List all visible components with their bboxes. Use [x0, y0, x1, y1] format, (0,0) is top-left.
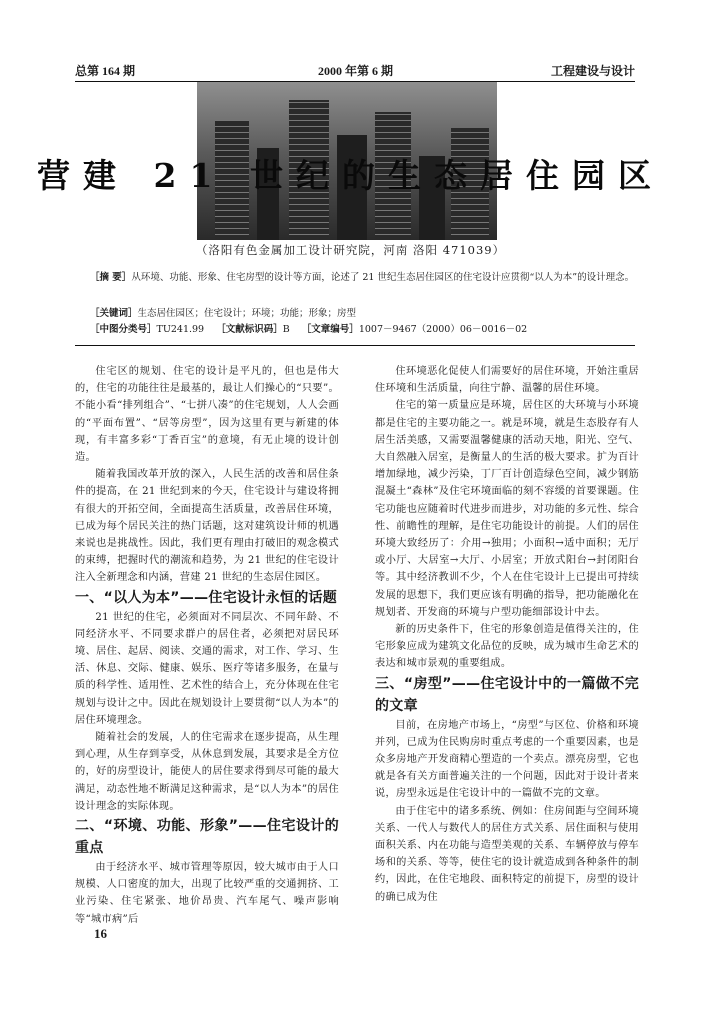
running-header	[75, 60, 635, 82]
paragraph: 住宅的第一质量应是环境，居住区的大环境与小环境都是住宅的主要功能之一。就是环境，就是生态股存有人居生活美感，又需要温馨健康的活动天地，阳光、空气、大自然融入居室，是衡量人的生活的极大要求。扩为百计增加绿地，减少污染，丁厂百计创造绿色空间，减少钢筋混凝土“森林”及住宅环境面临的刻不容缓的首要课题。住宅功能也应随着时代进步而进步，对功能的多元性、综合性、前瞻性的理解，是住宅功能设计的前提。人们的居住环境大致经历了：介用→独用；小面积→适中面积；无厅或小厅、大居室→大厅、小居室；开放式阳台→封闭阳台等。其中经济教训不少，个人在住宅设计上已提出可持续发展的思想下，我们更应该有明确的指导，把功能融化在规划者、开发商的环境与户型功能细部设计中去。	[375, 400, 639, 618]
paragraph: 21 世纪的住宅，必须面对不同层次、不同年龄、不同经济水平、不同要求群户的居住者，必须把对居民环境、居住、起居、阅读、交通的需求，对工作、学习、生活、休息、交际、健康、娱乐、医疗等诸多服务，在量与质的科学性、适用性、艺术性的结合上，充分体现在住宅规划与设计之中。因此在规划设计上要贯彻“以人为本”的居住环境理念。	[75, 611, 339, 726]
abstract-text: 从环境、功能、形象、住宅房型的设计等方面，论述了 21 世纪生态居住园区的住宅设计应贯彻“以人为本”的设计理念。	[131, 272, 635, 283]
issue-year: 2000 年第 6 期	[318, 64, 394, 78]
section-heading-2: 二、“环境、功能、形象”——住宅设计的重点	[75, 818, 339, 857]
section-heading-1: 一、“以人为本”——住宅设计永恒的话题	[75, 589, 338, 606]
abstract-label: ［摘 要］	[90, 272, 132, 283]
body-column-left	[75, 363, 339, 928]
paragraph: 随着我国改革开放的深入，人民生活的改善和居住条件的提高，在 21 世纪到来的今天，住宅设计与建设将拥有很大的开拓空间，全面提高生活质量，改善居住环境，已成为每个居民关注的热门话题，这对建筑设计师的机遇来说也是挑战性。因此，我们更有理由打破旧的观念模式的束缚，把握时代的潮流和趋势，为 21 世纪的住宅设计注入全新理念和内涵，营建 21 世纪的生态居住园区。	[75, 469, 339, 584]
article-label: ［文章编号］	[301, 324, 359, 335]
paragraph: 随着社会的发展，人的住宅需求在逐步提高，从生理到心理，从生存到享受，从休息到发展，其要求是全方位的，好的房型设计，能使人的居住要求得到尽可能的最大满足，动态性地不断满足这种需求，是“以人为本”的居住设计理念的实际体现。	[75, 732, 339, 812]
paragraph: 由于住宅中的诸多系统、例如：住房间距与空间环境关系、一代人与数代人的居住方式关系、居住面积与使用面积关系、内在功能与造型美观的关系、车辆停放与停车场和的关系、等等，使住宅的设计就造成到各种条件的制约，因此，在住宅地段、面积特定的前提下，房型的设计的确已成为住	[375, 805, 639, 903]
paragraph: 目前，在房地产市场上，“房型”与区位、价格和环境并列，已成为住民购房时重点考虑的一个重要因素，也是众多房地产开发商精心塑造的一个卖点。漂亮房型，它也就是各有关方面普遍关注的一个问题，因此对于设计者来说，房型永远是住宅设计中的一篇做不完的文章。	[375, 719, 639, 800]
keywords	[90, 306, 645, 321]
doc-code: B	[282, 324, 290, 335]
classification-line	[90, 322, 645, 337]
paragraph: 住宅区的规划、住宅的设计是平凡的，但也是伟大的，住宅的功能往往是最基的，最让人们操心的“只要”。不能小看“排列组合”、“七拼八凑”的住宅规划，人人会画的“平面布置”、“居等房型”，因为这里有更与新建的体现，有丰富多彩“丁香百宝”的意境，有无止境的设计创造。	[75, 366, 339, 464]
class-code: TU241.99	[156, 324, 205, 335]
section-heading-3: 三、“房型”——住宅设计中的一篇做不完的文章	[375, 675, 639, 714]
class-label: ［中图分类号］	[90, 324, 157, 335]
article-title: 营建 21 世纪的生态居住园区	[37, 156, 664, 195]
abstract	[90, 270, 645, 285]
paragraph: 新的历史条件下，住宅的形象创造是值得关注的，住宅形象应成为建筑文化品位的反映，成为城市生命艺术的表达和城市景观的重要组成。	[375, 624, 639, 670]
author-affiliation: （洛阳有色金属加工设计研究院，河南 洛阳 471039）	[195, 243, 506, 257]
paragraph: 住环境恶化促使人们需要好的居住环境，开始注重居住环境和生活质量，向往宁静、温馨的居住环境。	[375, 366, 639, 395]
meta-rule	[75, 345, 635, 346]
journal-name: 工程建设与设计	[550, 64, 635, 78]
issue-total: 总第 164 期	[75, 64, 136, 78]
doc-label: ［文献标识码］	[216, 324, 283, 335]
keywords-text: 生态居住园区；住宅设计；环境；功能；形象；房型	[137, 308, 357, 319]
paragraph: 由于经济水平、城市管理等原因，较大城市由于人口规模、人口密度的加大，出现了比较严重的交通拥挤、工业污染、住宅紧张、地价昂贵、汽车尾气、噪声影响等“城市病”后	[75, 862, 339, 925]
article-number: 1007－9467（2000）06－0016－02	[358, 324, 528, 335]
keywords-label: ［关键词］	[90, 308, 138, 319]
body-column-right	[375, 363, 639, 906]
page-number: 16	[94, 926, 107, 941]
